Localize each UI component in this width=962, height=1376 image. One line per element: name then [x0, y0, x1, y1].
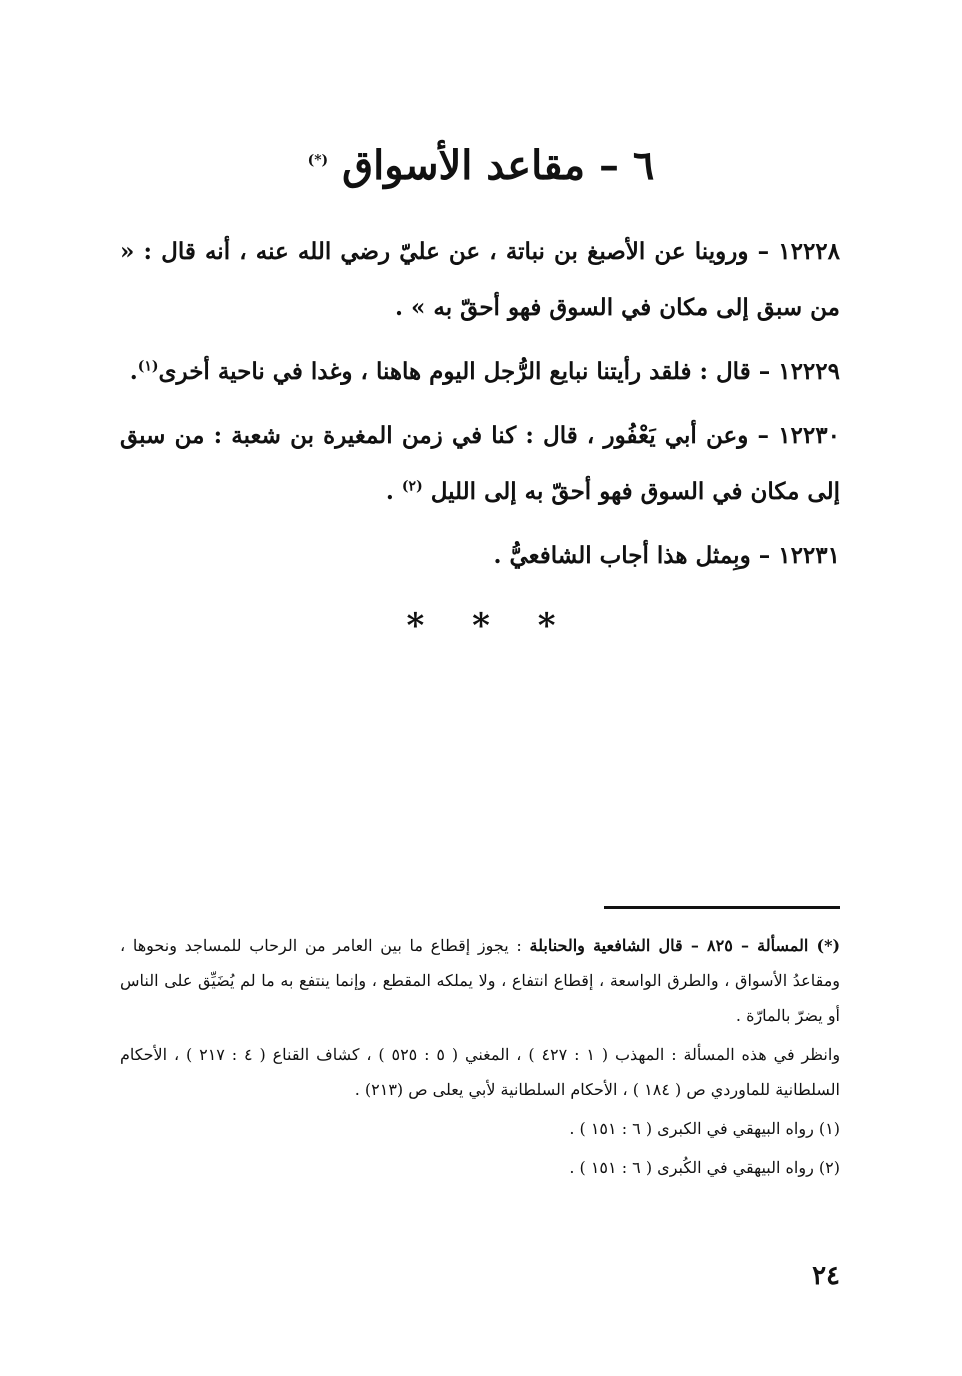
paragraph-text: قال : فلقد رأيتنا نبايع الرُّجل اليوم هاهنا ، وغدا في ناحية أخرى	[158, 358, 751, 385]
footnote-reference: (١)	[137, 358, 159, 375]
section-separator: * * *	[406, 606, 556, 646]
paragraph-number: ١٢٢٣١ –	[758, 542, 840, 569]
paragraph-end: .	[385, 478, 394, 505]
footnote-lead: (*) المسألة – ٨٢٥ – قال الشافعية والحنابلة	[529, 936, 841, 955]
paragraph	[120, 344, 840, 400]
footnote	[120, 928, 840, 1033]
paragraph-number: ١٢٢٢٩ –	[758, 358, 840, 385]
paragraph	[120, 408, 840, 520]
footnote	[120, 1037, 840, 1107]
paragraph-number: ١٢٢٣٠ –	[757, 422, 840, 449]
paragraph-text: وعن أبي يَعْفُور ، قال : كنا في زمن المغيرة بن شعبة : من سبق إلى مكان في السوق فهو أحقّ به إلى الليل	[120, 422, 840, 505]
footnote-text: : يجوز إقطاع ما بين العامر من الرحاب للمساجد ونحوها ، ومقاعدُ الأسواق ، والطرق الواسعة ، إقطاع انتفاع ، ولا يملكه المقطع ، وإنما ينتفع به ما لم يُضَيِّق على الناس أو يضرّ بالمارّة .	[120, 936, 840, 1025]
footnote	[120, 1111, 840, 1146]
paragraph-text: وبِمثل هذا أجاب الشافعيُّ .	[493, 542, 751, 569]
paragraph-text: وروينا عن الأصبغ بن نباتة ، عن عليّ رضي الله عنه ، أنه قال : « من سبق إلى مكان في السوق فهو أحقّ به » .	[120, 238, 840, 321]
paragraph-number: ١٢٢٢٨ –	[757, 238, 841, 265]
chapter-title: مقاعد الأسواق	[342, 142, 586, 189]
footnote-text: (٢) رواه البيهقي في الكُبرى ( ٦ : ١٥١ ) .	[569, 1158, 840, 1177]
paragraph	[120, 224, 840, 336]
footnote-text: (١) رواه البيهقي في الكبرى ( ٦ : ١٥١ ) .	[569, 1119, 840, 1138]
page-number: ٢٤	[812, 1261, 840, 1291]
footnote-reference: (٢)	[401, 478, 423, 495]
chapter-heading	[0, 138, 962, 194]
paragraph-end: .	[129, 358, 138, 385]
main-text	[120, 224, 840, 592]
footnotes	[120, 928, 840, 1189]
footnote-divider	[604, 906, 840, 909]
footnote-text: وانظر في هذه المسألة : المهذب ( ١ : ٤٢٧ ) ، المغني ( ٥ : ٥٢٥ ) ، كشاف القناع ( ٤ : ٢١٧ ) ، الأحكام السلطانية للماوردي ص ( ١٨٤ ) ، الأحكام السلطانية لأبي يعلى ص (٢١٣) .	[120, 1045, 841, 1099]
footnote	[120, 1150, 840, 1185]
chapter-number: ٦ –	[598, 142, 655, 189]
chapter-footnote-marker: (*)	[307, 152, 329, 169]
paragraph	[120, 528, 840, 584]
